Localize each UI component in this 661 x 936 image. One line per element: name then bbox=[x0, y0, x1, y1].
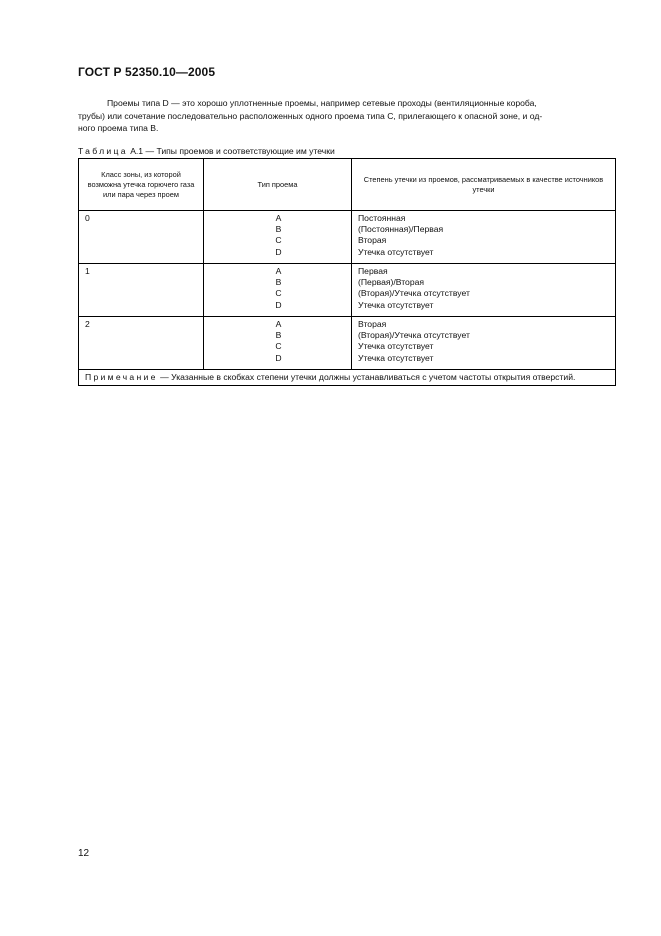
table-row bbox=[79, 317, 616, 370]
types-cell bbox=[204, 264, 352, 317]
note-label: Примечание bbox=[85, 372, 158, 382]
type-value: D bbox=[275, 299, 282, 310]
table-header-row bbox=[79, 159, 616, 211]
level-value: Вторая bbox=[358, 319, 387, 329]
level-value: (Первая)/Вторая bbox=[358, 277, 425, 288]
type-value: С bbox=[275, 288, 282, 299]
level-value: Постоянная bbox=[358, 213, 406, 223]
table-row bbox=[79, 264, 616, 317]
paragraph-line: трубы) или сочетание последовательно расположенных одного проема типа С, прилегающего к опасной зоне, и од- bbox=[78, 110, 543, 121]
type-value: С bbox=[275, 235, 282, 246]
paragraph-line: Проемы типа D — это хорошо уплотненные проемы, например сетевые проходы (вентиляционные короба, bbox=[107, 98, 537, 108]
type-value: А bbox=[275, 266, 282, 276]
table-note-row bbox=[79, 370, 616, 386]
paragraph-line: ного проема типа В. bbox=[78, 123, 159, 133]
level-value: (Вторая)/Утечка отсутствует bbox=[358, 288, 470, 299]
zone-cell: 1 bbox=[79, 264, 204, 317]
levels-cell bbox=[352, 264, 616, 317]
type-value: С bbox=[275, 341, 282, 352]
leakage-table bbox=[78, 158, 616, 386]
table-caption bbox=[78, 146, 335, 157]
level-value: (Постоянная)/Первая bbox=[358, 224, 444, 235]
level-value: Вторая bbox=[358, 235, 387, 246]
level-value: Утечка отсутствует bbox=[358, 246, 434, 257]
column-header-zone-class: Класс зоны, из которой возможна утечка горючего газа или пара через проем bbox=[79, 159, 204, 211]
types-cell bbox=[204, 317, 352, 370]
type-value: В bbox=[275, 330, 282, 341]
document-header: ГОСТ Р 52350.10—2005 bbox=[78, 65, 216, 79]
type-value: D bbox=[275, 352, 282, 363]
table-caption-text: А.1 — Типы проемов и соответствующие им утечки bbox=[130, 146, 335, 156]
level-value: Первая bbox=[358, 266, 388, 276]
zone-cell: 2 bbox=[79, 317, 204, 370]
table-row bbox=[79, 211, 616, 264]
type-value: А bbox=[275, 319, 282, 329]
table-note bbox=[79, 370, 616, 386]
zone-cell: 0 bbox=[79, 211, 204, 264]
level-value: Утечка отсутствует bbox=[358, 352, 434, 363]
levels-cell bbox=[352, 211, 616, 264]
table-caption-label: Таблица bbox=[78, 146, 128, 156]
type-value: D bbox=[275, 246, 282, 257]
level-value: (Вторая)/Утечка отсутствует bbox=[358, 330, 470, 341]
type-value: В bbox=[275, 277, 282, 288]
level-value: Утечка отсутствует bbox=[358, 341, 434, 352]
body-paragraph bbox=[78, 97, 614, 135]
column-header-leak-level: Степень утечки из проемов, рассматриваемых в качестве источников утечки bbox=[352, 159, 616, 211]
level-value: Утечка отсутствует bbox=[358, 299, 434, 310]
types-cell bbox=[204, 211, 352, 264]
type-value: А bbox=[275, 213, 282, 223]
levels-cell bbox=[352, 317, 616, 370]
note-text: — Указанные в скобках степени утечки должны устанавливаться с учетом частоты открытия отверстий. bbox=[157, 372, 576, 382]
page-number: 12 bbox=[78, 848, 90, 859]
column-header-opening-type: Тип проема bbox=[204, 159, 352, 211]
type-value: В bbox=[275, 224, 282, 235]
